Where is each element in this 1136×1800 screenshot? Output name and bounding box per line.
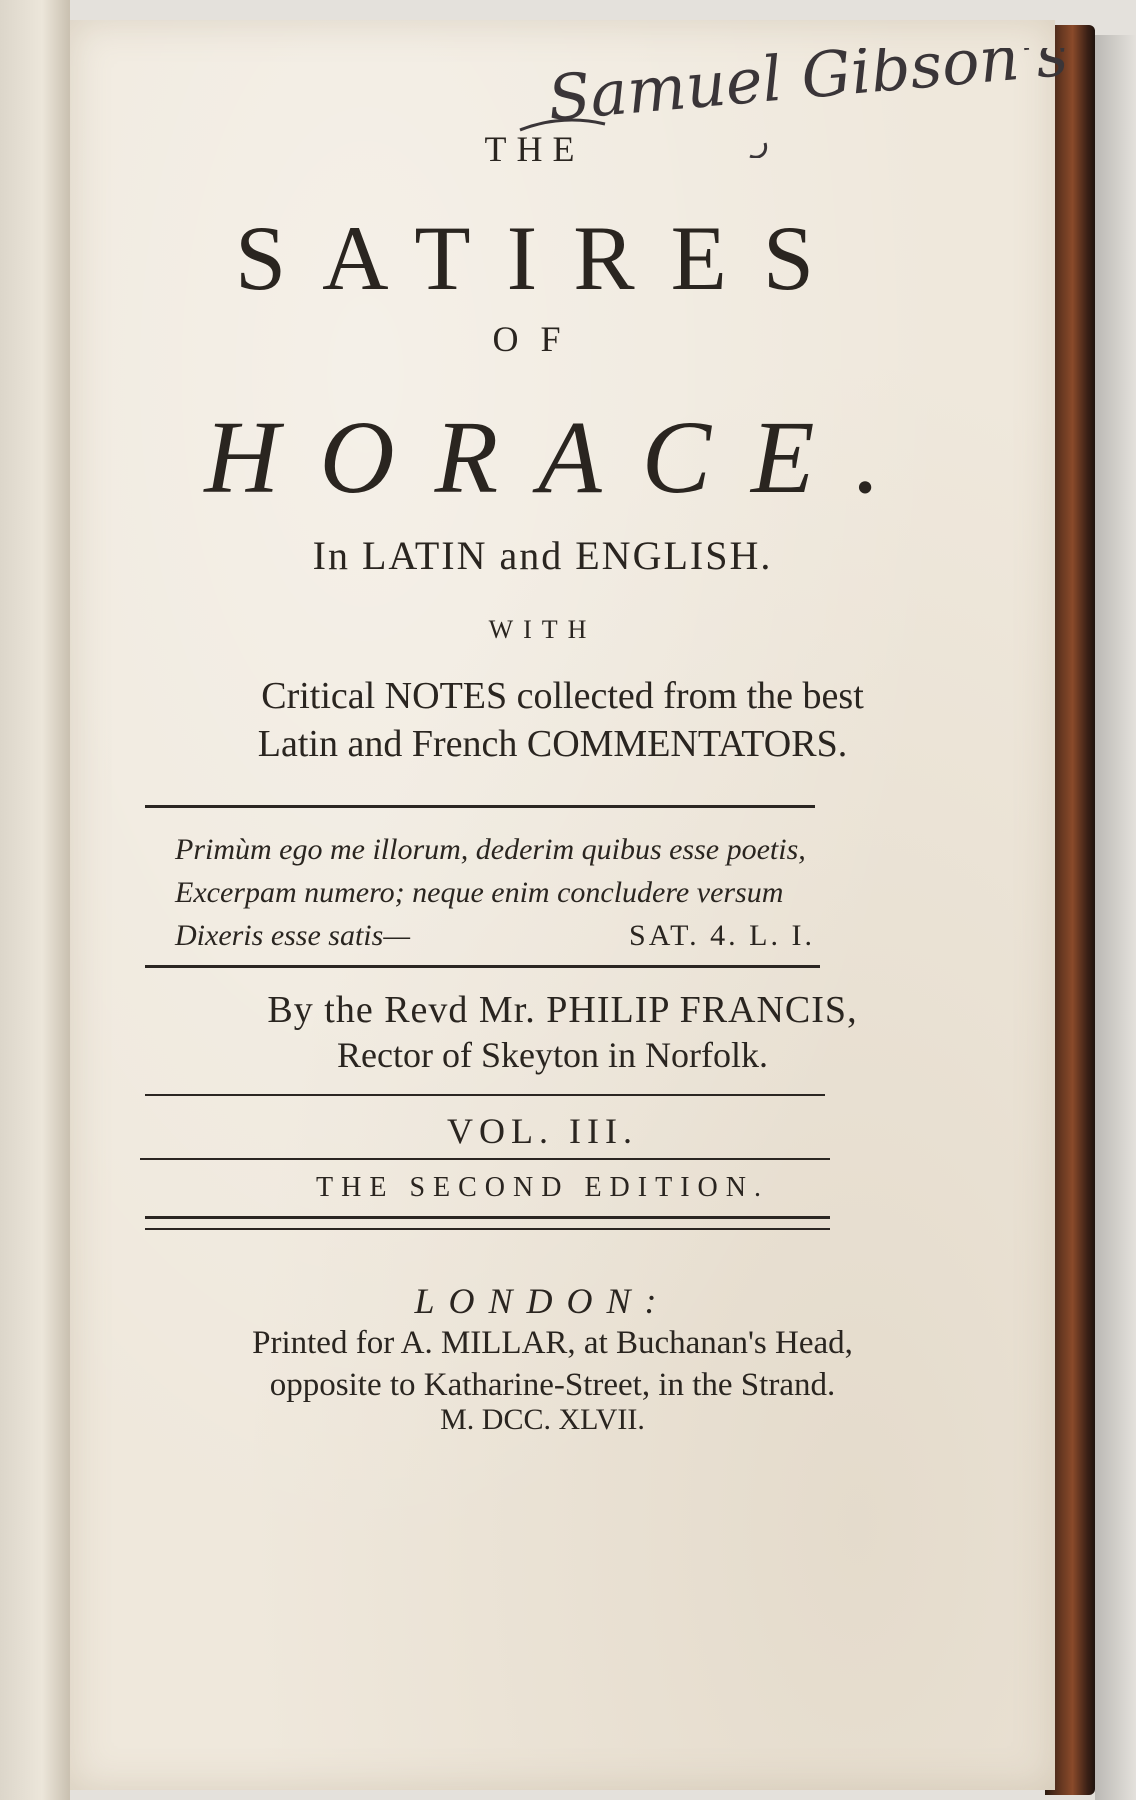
binding-shadow: [1095, 35, 1136, 1800]
rule-below-volume: [140, 1158, 830, 1160]
rule-top-motto: [145, 805, 815, 808]
translator-line-2: Rector of Skeyton in Norfolk.: [337, 1035, 768, 1075]
title-main: SATIRES: [235, 207, 850, 309]
title-author: HORACE.: [204, 400, 921, 515]
imprint-city: LONDON:: [414, 1281, 671, 1321]
rule-bottom-motto: [145, 965, 820, 968]
rule-double-2: [145, 1228, 830, 1230]
motto-citation: SAT. 4. L. I.: [629, 919, 815, 952]
volume-line: VOL. III.: [447, 1111, 638, 1151]
notes-line-1: Critical NOTES collected from the best: [261, 675, 864, 717]
title-of: OF: [492, 319, 583, 359]
imprint-line-1: Printed for A. MILLAR, at Buchanan's Head,: [252, 1325, 853, 1361]
motto-line-3: [175, 919, 815, 953]
title-the: THE: [484, 129, 585, 169]
with-line: WITH: [488, 615, 597, 644]
imprint-year: M. DCC. XLVII.: [440, 1403, 645, 1436]
title-page: [70, 20, 1070, 1790]
rule-above-volume: [145, 1094, 825, 1096]
imprint-line-2: opposite to Katharine-Street, in the Strand.: [269, 1367, 836, 1403]
translator-line-1: By the Revd Mr. PHILIP FRANCIS,: [267, 989, 858, 1031]
motto-line-2: Excerpam numero; neque enim concludere versum: [175, 876, 784, 909]
motto-line-1: Primùm ego me illorum, dederim quibus esse poetis,: [175, 833, 806, 866]
motto-line-3-text: Dixeris esse satis—: [175, 919, 410, 952]
languages-line: In LATIN and ENGLISH.: [312, 533, 773, 578]
edition-line: THE SECOND EDITION.: [316, 1172, 769, 1203]
notes-line-2: Latin and French COMMENTATORS.: [257, 723, 848, 765]
rule-double-1: [145, 1216, 830, 1219]
signature-text: Samuel Gibson's: [544, 48, 1070, 135]
